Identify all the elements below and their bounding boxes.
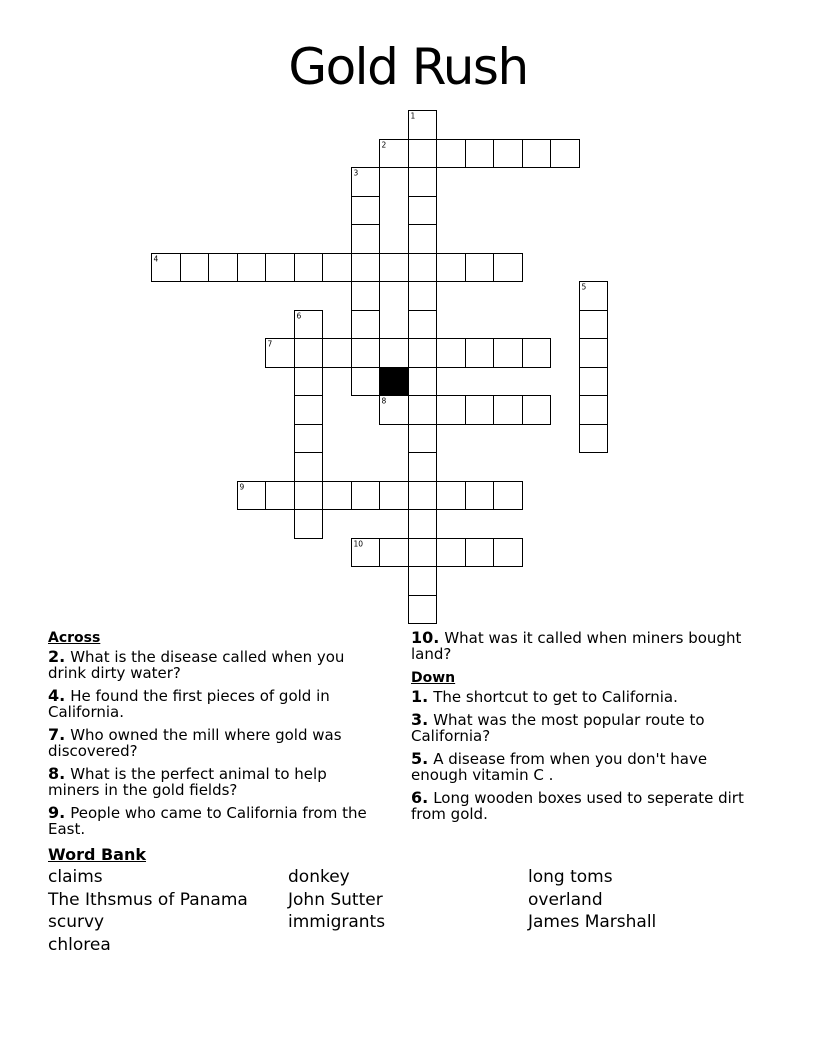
- word-bank-heading: Word Bank: [48, 845, 147, 864]
- clue-number: 7.: [48, 725, 66, 744]
- grid-cell: [523, 339, 551, 368]
- grid-cell: [580, 368, 608, 396]
- grid-cell: [409, 282, 437, 311]
- word-bank-item: The Ithsmus of Panama: [48, 889, 248, 910]
- grid-cell: [437, 539, 466, 567]
- clues-right-column: [411, 630, 756, 829]
- grid-cell: [409, 425, 437, 453]
- clue-text: A disease from when you don't have enough vitamin C .: [411, 750, 708, 784]
- clue-across-2: [48, 649, 370, 681]
- grid-number: 6: [296, 311, 302, 321]
- grid-cell: [380, 482, 409, 510]
- grid-cell: [580, 425, 608, 453]
- clue-number: 3.: [411, 710, 429, 729]
- grid-number: 1: [410, 111, 416, 121]
- clue-number: 2.: [48, 647, 66, 666]
- grid-cell: [181, 254, 209, 282]
- word-bank-item: John Sutter: [288, 889, 383, 910]
- grid-cell: [409, 482, 437, 510]
- word-bank-item: long toms: [528, 867, 613, 887]
- clue-text: What was the most popular route to California?: [411, 711, 705, 745]
- word-bank-item: James Marshall: [528, 912, 657, 932]
- grid-cell: [523, 140, 551, 168]
- grid-cell: [409, 453, 437, 482]
- grid-number: 7: [267, 339, 273, 349]
- grid-cell: [580, 311, 608, 339]
- grid-cell: [409, 254, 437, 282]
- across-heading: Across: [48, 630, 101, 646]
- grid-cell: [323, 254, 352, 282]
- clue-text: Long wooden boxes used to seperate dirt from gold.: [411, 789, 744, 823]
- grid-cell: [580, 396, 608, 425]
- grid-number: 8: [381, 396, 387, 406]
- clue-down-6: [411, 790, 756, 822]
- black-cell: [380, 368, 409, 396]
- grid-cell: [494, 482, 523, 510]
- clue-text: The shortcut to get to California.: [433, 688, 678, 706]
- grid-cell: [409, 197, 437, 225]
- grid-cell: [295, 368, 323, 396]
- grid-cell: [437, 140, 466, 168]
- grid-cell: [266, 254, 295, 282]
- grid-cell: [409, 339, 437, 368]
- clue-down-1: [411, 689, 756, 705]
- grid-cell: [409, 311, 437, 339]
- grid-cell: [409, 539, 437, 567]
- grid-cell: [295, 425, 323, 453]
- word-bank-list: [48, 866, 768, 956]
- clue-text: Who owned the mill where gold was discovered?: [48, 726, 342, 760]
- clue-across-8: [48, 766, 370, 798]
- clue-number: 9.: [48, 803, 66, 822]
- clue-text: People who came to California from the East.: [48, 804, 367, 838]
- clue-text: What was it called when miners bought land?: [411, 629, 742, 663]
- clue-across-4: [48, 688, 370, 720]
- word-bank: [48, 844, 768, 956]
- grid-cell: [494, 254, 523, 282]
- grid-number: 5: [581, 282, 587, 292]
- grid-cell: [352, 282, 380, 311]
- grid-cell: [466, 539, 494, 567]
- clue-number: 10.: [411, 628, 440, 647]
- grid-cell: [352, 311, 380, 339]
- grid-number: 10: [353, 539, 364, 549]
- grid-number: 3: [353, 168, 359, 178]
- clue-text: What is the disease called when you drink dirty water?: [48, 648, 345, 682]
- clue-number: 4.: [48, 686, 66, 705]
- grid-cell: [466, 482, 494, 510]
- clue-text: What is the perfect animal to help miners in the gold fields?: [48, 765, 327, 799]
- grid-number: 4: [153, 254, 159, 264]
- word-bank-item: overland: [528, 889, 603, 910]
- crossword-grid: [151, 110, 609, 625]
- grid-cell: [209, 254, 238, 282]
- clue-across-9: [48, 805, 370, 837]
- grid-cell: [466, 396, 494, 425]
- word-bank-item: donkey: [288, 867, 350, 887]
- grid-cell: [409, 168, 437, 197]
- grid-cell: [380, 539, 409, 567]
- clue-across-7: [48, 727, 370, 759]
- grid-cell: [466, 254, 494, 282]
- grid-cell: [409, 368, 437, 396]
- grid-cell: [409, 396, 437, 425]
- down-heading: Down: [411, 670, 456, 686]
- grid-cell: [409, 140, 437, 168]
- grid-cell: [466, 339, 494, 368]
- grid-cell: [295, 510, 323, 539]
- grid-cell: [352, 225, 380, 254]
- clue-number: 1.: [411, 687, 429, 706]
- grid-cell: [466, 140, 494, 168]
- grid-cell: [437, 482, 466, 510]
- clue-down-3: [411, 712, 756, 744]
- word-bank-item: chlorea: [48, 934, 111, 955]
- grid-number: 9: [239, 482, 245, 492]
- clue-down-5: [411, 751, 756, 783]
- grid-cell: [551, 140, 580, 168]
- grid-cell: [295, 482, 323, 510]
- grid-cell: [380, 339, 409, 368]
- grid-cell: [295, 339, 323, 368]
- grid-cell: [409, 225, 437, 254]
- grid-cell: [352, 254, 380, 282]
- grid-cell: [352, 368, 380, 396]
- grid-cell: [580, 339, 608, 368]
- grid-cell: [523, 396, 551, 425]
- clues-left-column: [48, 629, 370, 844]
- grid-cell: [295, 453, 323, 482]
- grid-cell: [266, 482, 295, 510]
- word-bank-item: claims: [48, 867, 103, 887]
- grid-cell: [295, 254, 323, 282]
- word-bank-item: immigrants: [288, 912, 386, 932]
- grid-cell: [494, 539, 523, 567]
- grid-cell: [323, 482, 352, 510]
- grid-number: 2: [381, 140, 387, 150]
- clue-number: 8.: [48, 764, 66, 783]
- grid-cell: [409, 567, 437, 596]
- grid-cell: [409, 596, 437, 624]
- grid-cell: [494, 339, 523, 368]
- word-bank-item: scurvy: [48, 912, 105, 932]
- grid-cell: [380, 254, 409, 282]
- page-title: Gold Rush: [288, 38, 528, 96]
- grid-cell: [352, 197, 380, 225]
- grid-cell: [437, 339, 466, 368]
- grid-cell: [352, 482, 380, 510]
- clue-number: 6.: [411, 788, 429, 807]
- clue-number: 5.: [411, 749, 429, 768]
- grid-cell: [437, 254, 466, 282]
- grid-cell: [352, 339, 380, 368]
- clue-across-10: [411, 630, 756, 662]
- grid-cell: [295, 396, 323, 425]
- grid-cell: [323, 339, 352, 368]
- grid-cell: [494, 140, 523, 168]
- clue-text: He found the first pieces of gold in California.: [48, 687, 330, 721]
- grid-cell: [437, 396, 466, 425]
- grid-cell: [494, 396, 523, 425]
- grid-cell: [409, 510, 437, 539]
- grid-cell: [238, 254, 266, 282]
